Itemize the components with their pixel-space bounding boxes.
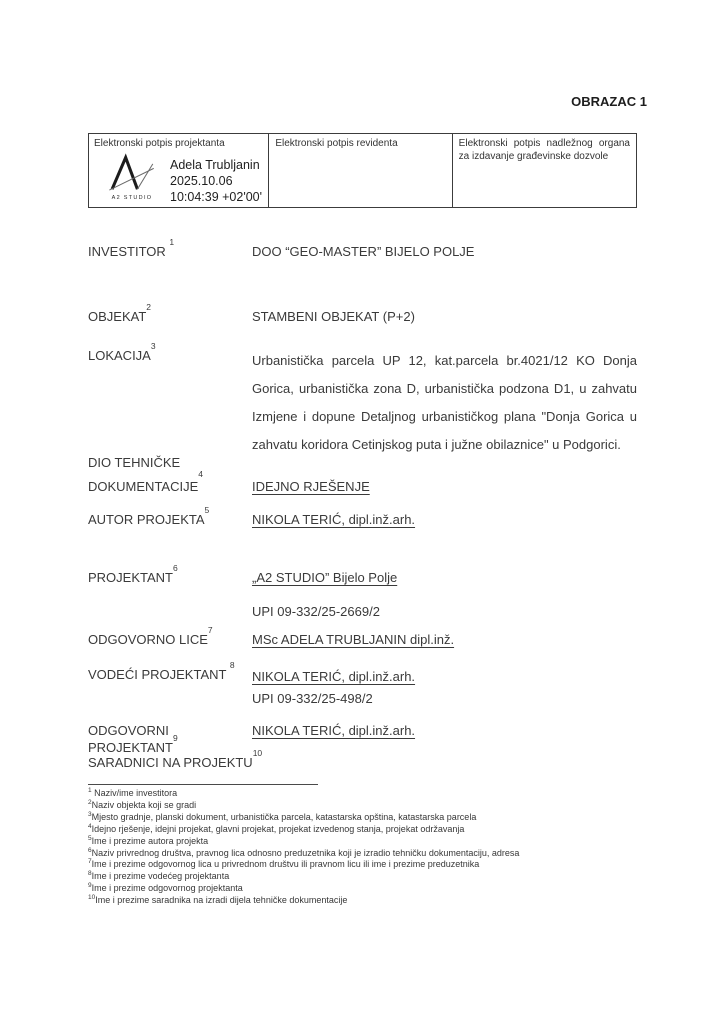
signer-name: Adela Trubljanin: [170, 158, 260, 172]
signature-cell-revident: [268, 134, 451, 207]
field-projektant-label: PROJEKTANT$^6$: [88, 563, 178, 585]
footnote-ref-2: 2: [146, 302, 152, 312]
a2-studio-logo: [103, 153, 161, 205]
field-projektant-value: „A2 STUDIO” Bijelo Polje: [252, 570, 398, 585]
footnote-separator: [88, 784, 318, 785]
field-odgovorni-projektant-label: ODGOVORNI PROJEKTANT$^9$: [88, 723, 178, 755]
signature-cell-projektant: [89, 134, 268, 207]
footnote-8: $^8$Ime i prezime vodećeg projektanta: [88, 870, 230, 882]
footnote-1: $^1$ Naziv/ime investitora: [88, 787, 178, 798]
footnote-ref-9: 9: [173, 733, 178, 743]
field-dio-label: DIO TEHNIČKE DOKUMENTACIJE$^4$: [88, 455, 203, 494]
field-autor-label: AUTOR PROJEKTA$^5$: [88, 505, 210, 527]
field-odgovorni-projektant: [88, 722, 637, 756]
signature-cell-organ-header: Elektronski potpis nadležnog organa za izdavanje građevinske dozvole: [458, 138, 630, 162]
field-dio-tehnicke-dokumentacije: [88, 451, 637, 499]
field-odgovorni-projektant-value: NIKOLA TERIĆ, dipl.inž.arh.: [252, 723, 416, 738]
footnote-3: $^3$Mjesto gradnje, planski dokument, urbanistička parcela, katastarska opština, katastarska parcela: [88, 810, 477, 822]
signature-details: [170, 157, 262, 205]
footnote-ref-7: 7: [207, 625, 213, 635]
field-objekat-value: STAMBENI OBJEKAT (P+2): [252, 309, 415, 324]
footnote-ref-6: 6: [173, 563, 178, 573]
footnote-10: $^{10}$Ime i prezime saradnika na izradi dijela tehničke dokumentacije: [88, 894, 348, 906]
a2-studio-logo-icon: [106, 153, 158, 191]
signature-cell-organ: [452, 134, 636, 207]
field-vodeci-projektant: [88, 660, 637, 710]
field-projektant-upi: UPI 09-332/25-2669/2: [252, 604, 380, 619]
field-lokacija-label: LOKACIJA$^3$: [88, 341, 156, 363]
digital-signature: [103, 153, 262, 205]
field-investitor-value: DOO “GEO-MASTER” BIJELO POLJE: [252, 244, 475, 259]
footnote-ref-3: 3: [150, 341, 156, 351]
footnote-ref-10: 10: [252, 748, 263, 758]
signature-table: [88, 133, 637, 208]
footnotes: [88, 788, 643, 907]
field-odgovorno-lice-value: MSc ADELA TRUBLJANIN dipl.inž.: [252, 632, 455, 647]
form-code: OBRAZAC 1: [571, 94, 647, 109]
signature-time: 10:04:39 +02'00': [170, 190, 263, 204]
field-saradnici-label: SARADNICI NA PROJEKTU$^{10}$: [88, 748, 263, 770]
field-lokacija: [88, 341, 637, 459]
footnote-7: $^7$Ime i prezime odgovornog lica u privrednom društvu ili pravnom licu ili ime i prezime preduzetnika: [88, 858, 480, 870]
a2-studio-logo-text: A2 STUDIO: [111, 195, 153, 201]
signature-date: 2025.10.06: [170, 174, 233, 188]
field-investitor-label: INVESTITOR $^1$: [88, 237, 175, 259]
field-objekat: [88, 302, 637, 325]
signature-cell-projektant-header: Elektronski potpis projektanta: [94, 138, 225, 149]
field-vodeci-projektant-label: VODEĆI PROJEKTANT $^8$: [88, 660, 235, 682]
field-projektant: [88, 563, 637, 586]
footnote-ref-4: 4: [198, 469, 203, 479]
field-autor-projekta: [88, 505, 637, 528]
footnote-ref-1: 1: [169, 237, 175, 247]
field-odgovorno-lice-label: ODGOVORNO LICE$^7$: [88, 625, 213, 647]
footnote-5: $^5$Ime i prezime autora projekta: [88, 834, 209, 846]
field-autor-value: NIKOLA TERIĆ, dipl.inž.arh.: [252, 512, 416, 527]
field-lokacija-value: Urbanistička parcela UP 12, kat.parcela br.4021/12 KO Donja Gorica, urbanistička zona D, urbanistička podzona D1, u zahvatu Izmjene i dopune Detaljnog urbanističkog plana "Donja Gorica u zahvatu koridora Cetinjskog puta i južne obilaznice" u Podgorici.: [252, 353, 637, 452]
footnote-6: $^6$Naziv privrednog društva, pravnog lica odnosno preduzetnika koji je izradio tehničku dokumentaciju, adresa: [88, 846, 520, 858]
footnote-ref-5: 5: [204, 505, 210, 515]
field-objekat-label: OBJEKAT$^2$: [88, 302, 152, 324]
footnote-ref-8: 8: [229, 660, 235, 670]
footnote-9: $^9$Ime i prezime odgovornog projektanta: [88, 882, 243, 894]
field-saradnici: [88, 748, 637, 771]
footnote-2: $^2$Naziv objekta koji se gradi: [88, 798, 197, 810]
field-investitor: [88, 237, 637, 260]
field-odgovorno-lice: [88, 625, 637, 648]
signature-cell-revident-header: Elektronski potpis revidenta: [275, 138, 398, 149]
field-vodeci-projektant-value: NIKOLA TERIĆ, dipl.inž.arh. UPI 09-332/25-498/2: [252, 666, 637, 710]
field-dio-value: IDEJNO RJEŠENJE: [252, 479, 370, 494]
field-vodeci-projektant-upi: UPI 09-332/25-498/2: [252, 691, 373, 706]
footnote-4: $^4$Idejno rješenje, idejni projekat, glavni projekat, projekat izvedenog stanja, projekat održavanja: [88, 822, 465, 834]
